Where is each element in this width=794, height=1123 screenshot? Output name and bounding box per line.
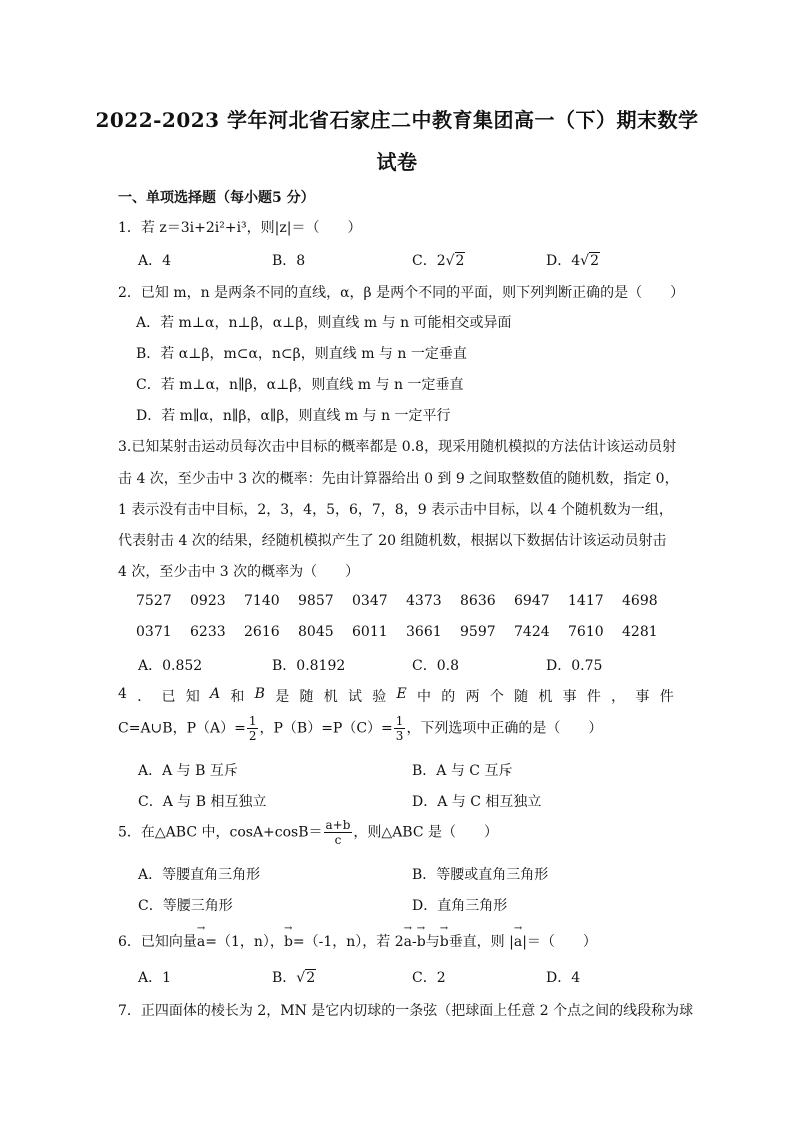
q4-option-a: A．A 与 B 互斥: [138, 763, 238, 779]
vector-b: → b: [440, 934, 449, 950]
q4-char: 验: [372, 689, 387, 705]
q2-stem: 2．已知 m，n 是两条不同的直线，α，β 是两个不同的平面，则下列判断正确的是（ ）: [118, 285, 685, 301]
q6-option-b: B．√2: [272, 970, 316, 986]
q3-line4: 代表射击 4 次的结果，经随机模拟产生了 20 组随机数，根据以下数据估计该运动员射击: [118, 533, 667, 549]
vector-a: → a: [197, 934, 205, 950]
random-number: 8636: [460, 593, 496, 609]
q4-text: ，下列选项中正确的是（ ）: [406, 720, 603, 737]
q2-option-b: B．若 α⊥β，m⊂α，n⊂β，则直线 m 与 n 一定垂直: [136, 346, 467, 362]
q5-option-a: A．等腰直角三角形: [138, 867, 261, 883]
q4-char: 随: [299, 689, 314, 705]
q4-char: 事: [562, 689, 577, 705]
random-number: 0371: [136, 624, 172, 640]
fraction-one-half: $\frac{1}{2}$: [248, 714, 257, 743]
q1-option-b: B．8: [272, 253, 306, 269]
q5-text: 5．在△ABC 中，cosA+cosB＝: [118, 824, 323, 841]
q4-char: ，: [611, 689, 626, 705]
q4-char: ．: [137, 689, 152, 705]
q4-char: 件: [659, 689, 674, 705]
q3-option-d: D．0.75: [546, 658, 603, 674]
q6-stem: 6．已知向量→ a=（1，n），→ b=（-1，n），若 2→ a-→ b与→ b垂直，则 |→ a|＝（ ）: [118, 931, 597, 951]
q4-char: 中: [417, 689, 432, 705]
q3-option-c: C．0.8: [412, 658, 459, 674]
q4-char: 是: [275, 689, 290, 705]
q2-option-a: A．若 m⊥α，n⊥β，α⊥β，则直线 m 与 n 可能相交或异面: [136, 315, 512, 331]
random-number: 7527: [136, 593, 172, 609]
random-number: 7140: [244, 593, 280, 609]
fraction-a-plus-b-over-c: $\frac{a+b}{c}$: [325, 818, 351, 847]
vector-a: → a: [404, 934, 412, 950]
q2-option-d: D．若 m∥α，n∥β，α∥β，则直线 m 与 n 一定平行: [136, 408, 451, 424]
q5-option-b: B．等腰或直角三角形: [412, 867, 549, 883]
q3-option-a: A．0.852: [138, 658, 203, 674]
fraction-one-third: $\frac{1}{3}$: [395, 714, 404, 743]
random-number: 1417: [568, 593, 604, 609]
vector-a: → a: [514, 934, 522, 950]
paper-title-line2: 试卷: [376, 150, 418, 174]
q3-line3: 1 表示没有击中目标，2，3，4，5，6，7，8，9 表示击中目标，以 4 个随机数为一组，: [118, 502, 673, 518]
q4-char: 随: [514, 689, 529, 705]
q4-text: C=A∪B，P（A）=: [118, 720, 246, 737]
q1-option-c: C．2√2: [412, 253, 465, 269]
q3-line2: 击 4 次，至少击中 3 次的概率：先由计算器给出 0 到 9 之间取整数值的随机数，指定 0，: [118, 471, 679, 487]
random-number: 0923: [190, 593, 226, 609]
q6-option-a: A．1: [138, 970, 172, 986]
q4-line1: [118, 686, 674, 706]
q4-char: 事: [635, 689, 650, 705]
q4-option-b: B．A 与 C 互斥: [412, 763, 513, 779]
q4-char: 知: [185, 689, 200, 705]
random-number: 9597: [460, 624, 496, 640]
q1-stem: 1．若 z＝3i+2i²+i³，则|z|＝（ ）: [118, 220, 362, 236]
random-number: 6233: [190, 624, 226, 640]
random-number: 8045: [298, 624, 334, 640]
q4-char: 件: [586, 689, 601, 705]
q4-char: 和: [230, 689, 245, 705]
q3-random-row2: [136, 624, 676, 640]
q4-option-d: D．A 与 C 相互独立: [412, 794, 542, 810]
q2-option-c: C．若 m⊥α，n∥β，α⊥β，则直线 m 与 n 一定垂直: [136, 377, 464, 393]
q5-text: ，则△ABC 是（ ）: [353, 824, 499, 841]
random-number: 0347: [352, 593, 388, 609]
q5-option-c: C．等腰三角形: [138, 898, 233, 914]
q4-char: A: [209, 686, 221, 702]
q4-char: B: [254, 686, 265, 702]
section-heading: 一、单项选择题（每小题5 分）: [118, 190, 315, 206]
vector-b: → b: [417, 934, 426, 950]
q6-option-c: C．2: [412, 970, 446, 986]
q3-random-row1: [136, 593, 676, 609]
random-number: 6947: [514, 593, 550, 609]
q3-line1: 3.已知某射击运动员每次击中目标的概率都是 0.8，现采用随机模拟的方法估计该运动员射: [118, 439, 677, 455]
q1-option-a: A．4: [138, 253, 172, 269]
paper-title-line1: 2022-2023 学年河北省石家庄二中教育集团高一（下）期末数学: [95, 108, 699, 132]
random-number: 4373: [406, 593, 442, 609]
q4-char: 机: [323, 689, 338, 705]
random-number: 2616: [244, 624, 280, 640]
q5-stem: [118, 818, 498, 847]
q4-char: 机: [538, 689, 553, 705]
q4-line2: [118, 714, 602, 743]
q5-option-d: D．直角三角形: [412, 898, 508, 914]
q4-char: 4: [118, 686, 127, 702]
q4-text: ，P（B）=P（C）=: [259, 720, 393, 737]
random-number: 7610: [568, 624, 604, 640]
random-number: 6011: [352, 624, 388, 640]
q4-char: 已: [161, 689, 176, 705]
random-number: 4281: [622, 624, 658, 640]
q4-char: 两: [465, 689, 480, 705]
q3-line5: 4 次，至少击中 3 次的概率为（ ）: [118, 564, 360, 580]
random-number: 3661: [406, 624, 442, 640]
q1-option-d: D．4√2: [546, 253, 599, 269]
q4-char: 的: [441, 689, 456, 705]
q6-option-d: D．4: [546, 970, 581, 986]
q7-stem: 7．正四面体的棱长为 2，MN 是它内切球的一条弦（把球面上任意 2 个点之间的线段称为球: [118, 1003, 694, 1019]
q3-option-b: B．0.8192: [272, 658, 346, 674]
random-number: 7424: [514, 624, 550, 640]
random-number: 9857: [298, 593, 334, 609]
vector-b: → b: [284, 934, 293, 950]
q4-char: 个: [489, 689, 504, 705]
q4-char: 试: [348, 689, 362, 705]
random-number: 4698: [622, 593, 658, 609]
q4-char: E: [396, 686, 407, 702]
q4-option-c: C．A 与 B 相互独立: [138, 794, 267, 810]
